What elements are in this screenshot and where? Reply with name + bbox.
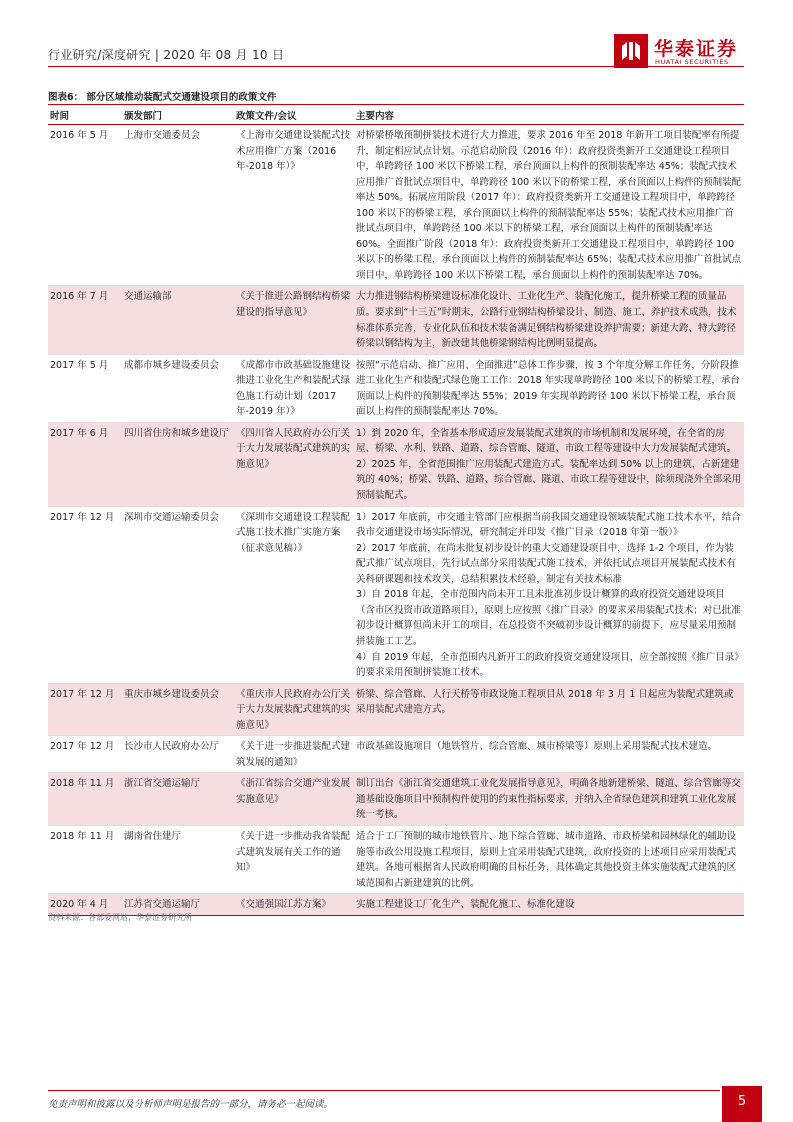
col-header-main: 主要内容 [354, 106, 744, 125]
content-paragraph: 按照“示范启动、推广应用、全面推进”总体工作步骤，按 3 个年度分解工作任务，分阶段推进工业化生产和装配式绿色施工工作：2018 年实现单跨跨径 100 米以下的桥梁工程，承台顶面以上构件的预制装配率达 55%；2019 年实现单跨跨径 100 米以下桥梁工程，承台顶面以上构件的预制装配率达 70%。 [356, 359, 740, 418]
table-row [48, 125, 744, 286]
cell-dept: 江苏省交通运输厅 [122, 894, 234, 916]
cell-time: 2016 年 5 月 [48, 125, 122, 286]
policy-table [48, 106, 744, 916]
table-title: 图表6： 部分区域推动装配式交通建设项目的政策文件 [48, 92, 277, 103]
table-row [48, 286, 744, 354]
cell-time: 2017 年 6 月 [48, 422, 122, 506]
cell-doc: 《深圳市交通建设工程装配式施工技术推广实施方案（征求意见稿）》 [234, 506, 354, 683]
cell-doc: 《关于推进公路钢结构桥梁建设的指导意见》 [234, 286, 354, 354]
page-number: 5 [722, 1086, 762, 1122]
cell-time: 2017 年 5 月 [48, 354, 122, 422]
cell-doc: 《关于进一步推进装配式建筑发展的通知》 [234, 736, 354, 773]
cell-main [354, 825, 744, 893]
table-body [48, 125, 744, 916]
cell-main [354, 125, 744, 286]
huatai-logo-icon [614, 34, 648, 68]
cell-main [354, 773, 744, 826]
table-row [48, 736, 744, 773]
source-note: 资料来源：各部委网站，华泰证券研究所 [48, 913, 192, 922]
cell-main [354, 736, 744, 773]
content-paragraph: 实施工程建设工厂化生产、装配化施工、标准化建设 [356, 899, 575, 911]
table-row [48, 506, 744, 683]
cell-dept: 四川省住房和城乡建设厅 [122, 422, 234, 506]
cell-time: 2018 年 11 月 [48, 773, 122, 826]
content-paragraph: 制订出台《浙江省交通建筑工业化发展指导意见》，明确各地新建桥梁、隧道、综合管廊等交通基础设施项目中预制构件使用的约束性指标要求，并纳入全省绿色建筑和建筑工业化发展统一考核。 [356, 778, 741, 821]
cell-doc: 《交通强国江苏方案》 [234, 894, 354, 916]
cell-main [354, 506, 744, 683]
content-paragraph: 1）到 2020 年，全省基本形成适应发展装配式建筑的市场机制和发展环境，在全省的房屋、桥梁、水利、铁路、道路、综合管廊、隧道、市政工程等建设中大力发展装配式建筑。 [356, 427, 737, 455]
content-paragraph: 3）自 2018 年起，全市范围内尚未开工且未批准初步设计概算的政府投资交通建设项目（含市区投资市政道路项目），原则上应按照《推广目录》的要求采用装配式技术；对已批准初步设计概算但尚未开工的项目，在总投资不突破初步设计概算的前提下，应尽量采用预制拼装施工工艺。 [356, 589, 741, 647]
cell-doc: 《上海市交通建设装配式技术应用推广方案（2016 年-2018 年）》 [234, 125, 354, 286]
table-header-row [48, 106, 744, 125]
cell-dept: 重庆市城乡建设委员会 [122, 683, 234, 736]
table-row [48, 683, 744, 736]
brand-name-cn: 华泰证券 [654, 38, 739, 60]
cell-doc: 《成都市市政基础设施建设推进工业化生产和装配式绿色施工行动计划（2017 年-2019 年）》 [234, 354, 354, 422]
cell-time: 2017 年 12 月 [48, 506, 122, 683]
content-paragraph: 2）2025 年，全省范围推广应用装配式建造方式。装配率达到 50% 以上的建筑，占新建建筑的 40%；桥梁、铁路、道路、综合管廊、隧道、市政工程等建设中，除须现浇外全部采用预制装配式。 [356, 458, 742, 502]
content-paragraph: 桥梁、综合管廊、人行天桥等市政设施工程项目从 2018 年 3 月 1 日起应为装配式建筑或采用装配式建造方式。 [356, 688, 734, 716]
content-paragraph: 1）2017 年底前，市交通主管部门应根据当前我国交通建设领域装配式施工技术水平，结合我市交通建设市场实际情况，研究制定并印发《推广目录（2018 年第一版）》 [356, 511, 741, 539]
cell-doc: 《关于进一步推动我省装配式建筑发展有关工作的通知》 [234, 825, 354, 893]
content-paragraph: 市政基础设施项目（地铁管片、综合管廊、城市桥梁等）原则上采用装配式技术建造。 [356, 741, 718, 753]
col-header-time: 时间 [48, 106, 122, 125]
content-paragraph: 大力推进钢结构桥梁建设标准化设计、工业化生产、装配化施工，提升桥梁工程的质量品质。要求到“十三五”时期末，公路行业钢结构桥梁设计、制造、施工、养护技术成熟，技术标准体系完善，专业化队伍和技术装备满足钢结构桥梁建设养护需要；新建大跨、特大跨径桥梁以钢结构为主，新改建其他桥梁钢结构比例明显提高。 [356, 291, 737, 350]
table-row [48, 773, 744, 826]
cell-main [354, 286, 744, 354]
col-header-doc: 政策文件/会议 [234, 106, 354, 125]
disclaimer-text: 免责声明和披露以及分析师声明是报告的一部分，请务必一起阅读。 [48, 1099, 334, 1110]
cell-dept: 深圳市交通运输委员会 [122, 506, 234, 683]
content-paragraph: 4）自 2019 年起，全市范围内凡新开工的政府投资交通建设项目，应全部按照《推广目录》的要求采用预制拼装施工技术。 [356, 651, 740, 679]
cell-dept: 上海市交通委员会 [122, 125, 234, 286]
cell-main [354, 894, 744, 916]
brand-logo [614, 34, 754, 70]
content-paragraph: 适合于工厂预制的城市地铁管片、地下综合管廊、城市道路、市政桥梁和园林绿化的辅助设施等市政公用设施工程项目，原则上宜采用装配式建筑，政府投资的上述项目应采用装配式建筑。各地可根据省人民政府明确的目标任务，具体确定其他投资主体实施装配式建筑的区域范围和占新建建筑的比例。 [356, 830, 737, 889]
cell-dept: 湖南省住建厅 [122, 825, 234, 893]
cell-time: 2020 年 4 月 [48, 894, 122, 916]
header-divider [48, 66, 744, 67]
table-row [48, 422, 744, 506]
cell-dept: 交通运输部 [122, 286, 234, 354]
table-title-divider [48, 104, 744, 105]
cell-time: 2016 年 7 月 [48, 286, 122, 354]
footer-divider [48, 1090, 720, 1091]
cell-main [354, 683, 744, 736]
col-header-dept: 颁发部门 [122, 106, 234, 125]
cell-doc: 《四川省人民政府办公厅关于大力发展装配式建筑的实施意见》 [234, 422, 354, 506]
report-header: 行业研究/深度研究 | 2020 年 08 月 10 日 [48, 48, 285, 62]
cell-main [354, 354, 744, 422]
table-row [48, 354, 744, 422]
cell-time: 2017 年 12 月 [48, 736, 122, 773]
cell-dept: 长沙市人民政府办公厅 [122, 736, 234, 773]
brand-name-en: HUATAI SECURITIES [655, 58, 729, 66]
cell-doc: 《浙江省综合交通产业发展实施意见》 [234, 773, 354, 826]
cell-doc: 《重庆市人民政府办公厅关于大力发展装配式建筑的实施意见》 [234, 683, 354, 736]
cell-time: 2018 年 11 月 [48, 825, 122, 893]
cell-time: 2017 年 12 月 [48, 683, 122, 736]
cell-dept: 成都市城乡建设委员会 [122, 354, 234, 422]
cell-main [354, 422, 744, 506]
content-paragraph: 2）2017 年底前，在尚未批复初步设计的重大交通建设项目中，选择 1-2 个项目，作为装配式推广试点项目，先行试点部分采用装配式施工技术，并依托试点项目开展装配式技术有关科研课题和技术攻关，总结积累技术经验，制定有关技术标准 [356, 542, 737, 585]
cell-dept: 浙江省交通运输厅 [122, 773, 234, 826]
content-paragraph: 对桥梁桥墩预制拼装技术进行大力推进，要求 2016 年至 2018 年新开工项目装配率有所提升，制定相应试点计划。示范启动阶段（2016 年）：政府投资类新开工交通建设工程项目中，单跨跨径 100 米以下桥梁工程，承台顶面以上构件的预制装配率达 45%；装配式技术应用推广首批试点项目中，单跨跨径 100 米以下的桥梁工程，承台顶面以上构件的预制装配率达 50%。拓展应用阶段（2017 年）：政府投资类新开工交通建设工程项目中，单跨跨径 100 米以下的桥梁工程，承台顶面以上构件的预制装配率达 55%；装配式技术应用推广首批试点项目中，单跨跨径 100 米以下的桥梁工程，承台顶面以上构件的预制装配率达 60%。全面推广阶段（2018 年）：政府投资类新开工交通建设工程项目中，单跨跨径 100 米以下的桥梁工程，承台顶面以上构件的预制装配率达 65%；装配式技术应用推广首批试点项目中，单跨跨径 100 米以下桥梁工程，承台顶面以上构件的预制装配率达 70%。 [356, 130, 742, 281]
table-row [48, 825, 744, 893]
